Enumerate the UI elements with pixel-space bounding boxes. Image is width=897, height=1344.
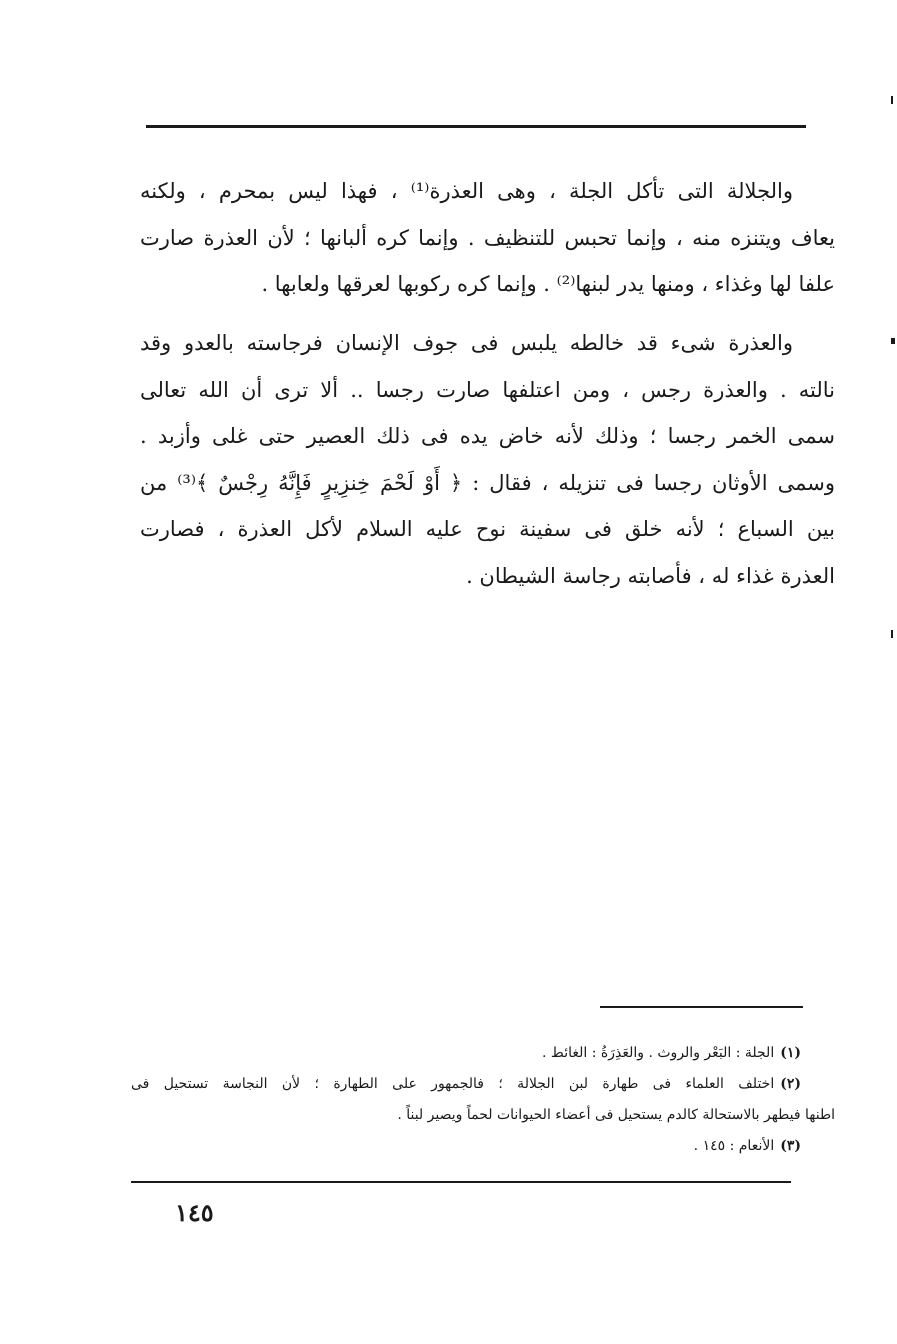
footnote-text: اختلف العلماء فى طهارة لبن الجلالة ؛ فالجمهور على الطهارة ؛ لأن النجاسة تستحيل فى	[131, 1076, 775, 1092]
footnotes	[131, 1038, 835, 1162]
scan-mark	[891, 338, 895, 344]
footnote-number: (٢)	[780, 1076, 801, 1092]
footnote-text: الأنعام : ١٤٥ .	[693, 1138, 775, 1154]
footnote-separator	[600, 1006, 803, 1008]
header-rule	[146, 125, 806, 128]
text-line: العذرة غذاء له ، فأصابته رجاسة الشيطان .	[466, 563, 835, 588]
footer-rule	[131, 1181, 791, 1183]
footnote-2-continued: اطنها فيطهر بالاستحالة كالدم يستحيل فى أعضاء الحيوانات لحماً ويصير لبناً .	[397, 1107, 835, 1123]
footnote-2	[131, 1069, 801, 1100]
text-line: سمى الخمر رجسا ؛ وذلك لأنه خاض يده فى ذلك العصير حتى غلى وأزبد .	[140, 424, 835, 448]
paragraph-1	[140, 168, 835, 308]
text-line: والجلالة التى تأكل الجلة ، وهى العذرة⁽¹⁾ ، فهذا ليس بمحرم ، ولكنه	[140, 179, 793, 203]
footnote-text: الجلة : البَعْر والروث . والعَذِرَةُ : الغائط .	[542, 1045, 775, 1061]
page-number: ١٤٥	[175, 1198, 214, 1227]
text-line: والعذرة شىء قد خالطه يلبس فى جوف الإنسان فرجاسته بالعدو وقد	[140, 331, 793, 355]
footnote-number: (١)	[780, 1045, 801, 1061]
paragraph-2	[140, 320, 835, 599]
text-line: يعاف ويتنزه منه ، وإنما تحبس للتنظيف . وإنما كره ألبانها ؛ لأن العذرة صارت	[140, 225, 835, 250]
scan-mark	[891, 630, 893, 638]
footnote-1	[131, 1038, 801, 1069]
footnote-3	[131, 1131, 801, 1162]
text-line: وسمى الأوثان رجسا فى تنزيله ، فقال : ﴿ أَوْ لَحْمَ خِنزِيرٍ فَإِنَّهُ رِجْسٌ ﴾⁽³⁾ من	[140, 470, 835, 495]
footnote-number: (٣)	[780, 1138, 801, 1154]
scan-mark	[891, 96, 893, 104]
text-line: نالته . والعذرة رجس ، ومن اعتلفها صارت رجسا .. ألا ترى أن الله تعالى	[140, 377, 835, 402]
text-line: علفا لها وغذاء ، ومنها يدر لبنها⁽²⁾ . وإنما كره ركوبها لعرقها ولعابها .	[261, 272, 835, 296]
text-line: بين السباع ؛ لأنه خلق فى سفينة نوح عليه السلام لأكل العذرة ، فصارت	[140, 517, 835, 541]
